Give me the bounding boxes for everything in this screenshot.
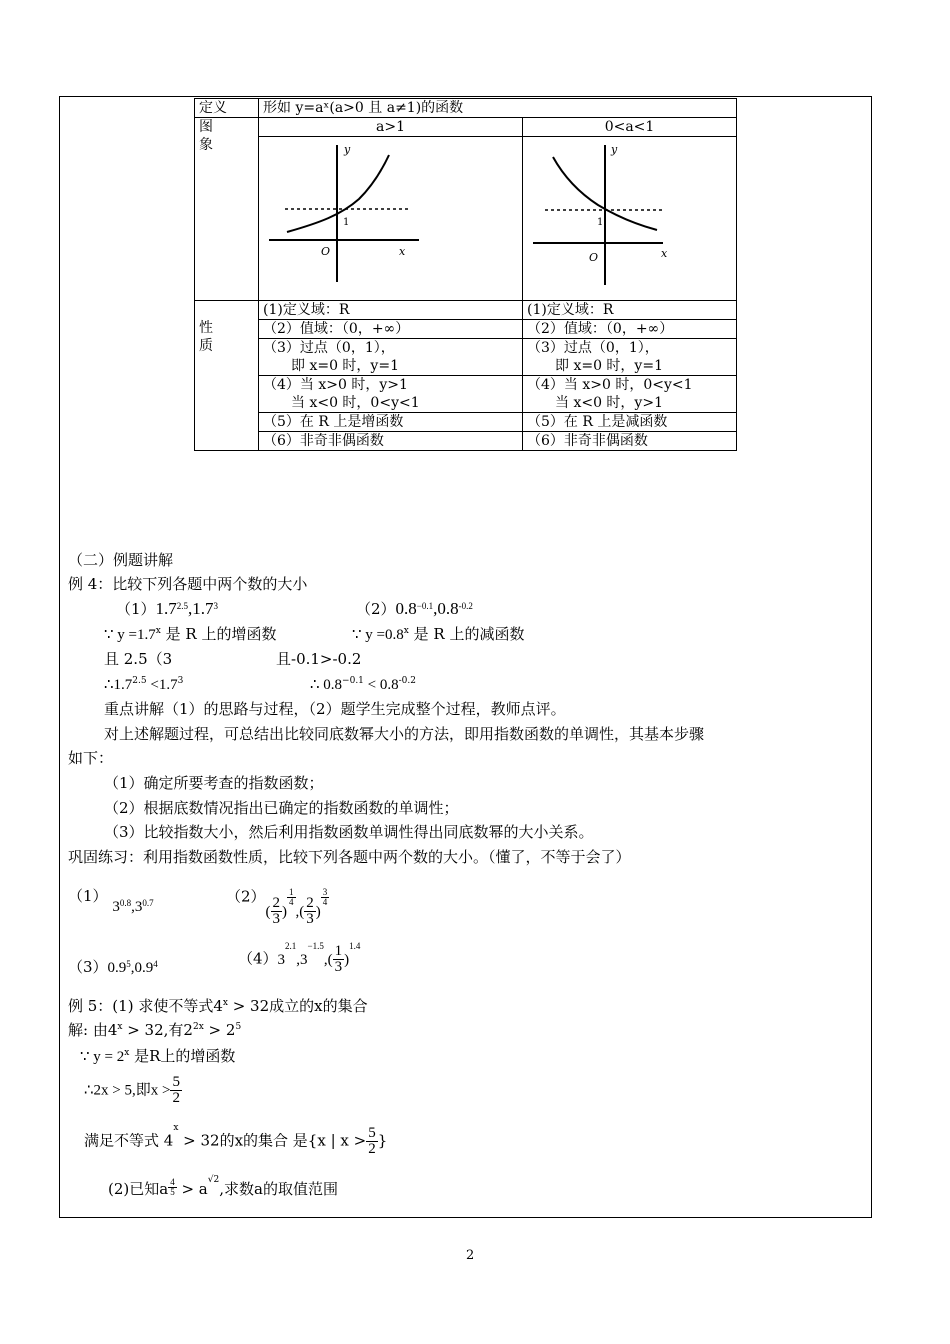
left-prop: （5）在 R 上是增函数 <box>259 413 523 432</box>
left-prop: （2）值域：（0，+∞） <box>259 320 523 339</box>
ex5-solution: 解: 由$4^x > 32$,有$2^{2x} > 2^5$ <box>68 1021 242 1039</box>
paragraph: 巩固练习：利用指数函数性质，比较下列各题中两个数的大小。（懂了，不等于会了） <box>68 848 631 866</box>
left-prop: （4）当 x>0 时，y>1 当 x<0 时，0<y<1 <box>259 376 523 413</box>
decreasing-exp-graph <box>523 137 735 295</box>
left-prop: （3）过点（0，1）， 即 x=0 时，y=1 <box>259 339 523 376</box>
col-a-gt1: a>1 <box>259 118 523 137</box>
paragraph: 对上述解题过程，可总结出比较同底数幂大小的方法，即用指数函数的单调性，其基本步骤 <box>104 725 705 743</box>
right-prop: （3）过点（0，1）， 即 x=0 时，y=1 <box>523 339 737 376</box>
props-label: 性 质 <box>195 301 259 451</box>
right-prop: (1)定义域：R <box>523 301 737 320</box>
paragraph: 如下： <box>68 749 114 767</box>
left-prop: （6）非奇非偶函数 <box>259 432 523 451</box>
y-label: y <box>611 143 618 156</box>
left-prop: (1)定义域：R <box>259 301 523 320</box>
origin-label: O <box>321 245 331 258</box>
ex4-because2: ∵ $y =0.8^x$ 是 R 上的减函数 <box>352 625 525 643</box>
paragraph: （1）确定所要考查的指数函数； <box>104 774 324 792</box>
graph-label: 图 象 <box>195 118 259 301</box>
origin-label: O <box>589 251 599 264</box>
def-text: 形如 y=aˣ(a>0 且 a≠1)的函数 <box>259 99 737 118</box>
ex4-and1: 且 2.5（3 <box>104 650 173 668</box>
section-title: （二）例题讲解 <box>68 551 174 569</box>
practice-q2: （2）( $\frac{2}{3}$ ) $\frac{1}{4}$ ,( $\frac{2}{3}$ ) $\frac{3}{4}$ <box>226 887 328 927</box>
ex4-because1: ∵ $y =1.7^x$ 是 R 上的增函数 <box>104 625 277 643</box>
example4-title: 例 4：比较下列各题中两个数的大小 <box>68 575 308 593</box>
right-prop: （4）当 x>0 时，0<y<1 当 x<0 时，y>1 <box>523 376 737 413</box>
paragraph: （3）比较指数大小，然后利用指数函数单调性得出同底数幂的大小关系。 <box>104 823 594 841</box>
ex4-part2: $(2)0.8^{-0.1},0.8^{-0.2}$ <box>356 599 473 618</box>
right-prop: （5）在 R 上是减函数 <box>523 413 737 432</box>
graph-decreasing <box>523 137 737 301</box>
def-label: 定义 <box>195 99 259 118</box>
ex5-satisfy: 满足不等式 $4^x > 32$的x的集合 是{x | x > $\frac{5}{2}$ } <box>84 1123 388 1157</box>
paragraph: （2）根据底数情况指出已确定的指数函数的单调性； <box>104 799 459 817</box>
one-label: 1 <box>597 217 604 228</box>
right-prop: （2）值域：（0，+∞） <box>523 320 737 339</box>
ex5-part2: (2)已知a $\frac{4}{5}$ > $a^{√2}$,求数a的取值范围 <box>108 1175 338 1198</box>
ex4-part1: $(1)1.7^{2.5},1.7^3$ <box>116 599 219 618</box>
right-prop: （6）非奇非偶函数 <box>523 432 737 451</box>
x-label: x <box>661 247 668 260</box>
increasing-exp-graph <box>259 137 521 295</box>
ex4-therefore1: $\therefore 1.7^{2.5} <1.7^3$ <box>104 676 184 693</box>
example5-title: 例 5：(1) 求使不等式$4^x > 32$成立的x的集合 <box>68 997 368 1015</box>
exponential-properties-table <box>194 98 737 451</box>
ex4-therefore2: ∴ $0.8^{-0.1} < 0.8^{-0.2}$ <box>310 676 416 693</box>
col-a-lt1: 0<a<1 <box>523 118 737 137</box>
ex4-and2: 且-0.1>-0.2 <box>276 650 362 668</box>
graph-increasing <box>259 137 523 301</box>
x-label: x <box>399 245 406 258</box>
paragraph: 重点讲解（1）的思路与过程，（2）题学生完成整个过程，教师点评。 <box>104 700 566 718</box>
practice-q3: $(3)0.9^5,0.9^4$ <box>68 958 158 976</box>
page-number: 2 <box>466 1248 475 1263</box>
practice-q4: $(4)3^{2.1},3^{-1.5}$,( $\frac{1}{3}$ )$^{1.4}$ <box>238 941 361 975</box>
ex5-because: ∵ $y = 2^x$ 是R上的增函数 <box>80 1047 236 1065</box>
practice-q1: （1） $3^{0.8},3^{0.7}$ <box>68 887 154 915</box>
y-label: y <box>344 143 351 156</box>
one-label: 1 <box>343 217 350 228</box>
ex5-therefore: ∴2x > 5,即x > $\frac{5}{2}$ <box>84 1074 180 1106</box>
